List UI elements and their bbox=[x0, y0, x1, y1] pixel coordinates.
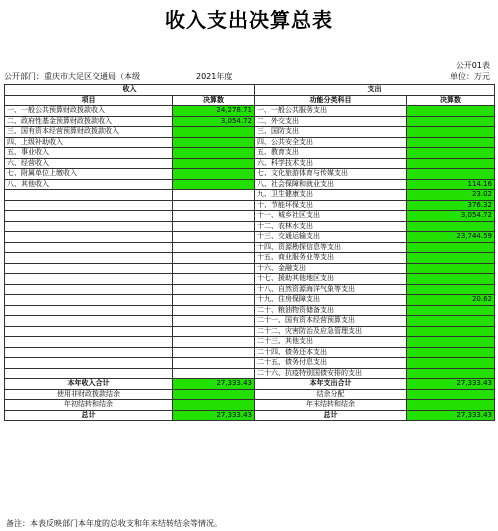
income-item: 七、附属单位上缴收入 bbox=[5, 169, 173, 180]
total-row bbox=[5, 379, 495, 390]
department-label: 公开部门：重庆市大足区交通局（本级 bbox=[4, 72, 140, 81]
table-row bbox=[5, 232, 495, 243]
income-amount bbox=[173, 211, 255, 222]
col-header-func: 功能分类科目 bbox=[255, 95, 407, 106]
expense-amount bbox=[407, 137, 495, 148]
income-expense-table bbox=[4, 84, 495, 421]
income-item bbox=[5, 305, 173, 316]
expense-amount bbox=[407, 242, 495, 253]
income-amount bbox=[173, 358, 255, 369]
expense-item: 一、一般公共服务支出 bbox=[255, 106, 407, 117]
table-row bbox=[5, 337, 495, 348]
expense-item: 十二、农林水支出 bbox=[255, 221, 407, 232]
table-row bbox=[5, 211, 495, 222]
income-amount bbox=[173, 295, 255, 306]
total-income-label: 使用非财政拨款结余 bbox=[5, 389, 173, 400]
income-amount bbox=[173, 316, 255, 327]
expense-amount: 23.02 bbox=[407, 190, 495, 201]
total-expense-label: 年末结转和结余 bbox=[255, 400, 407, 411]
income-amount bbox=[173, 221, 255, 232]
expense-amount bbox=[407, 106, 495, 117]
expense-section-header: 支出 bbox=[255, 85, 495, 96]
income-item bbox=[5, 211, 173, 222]
expense-item: 十四、资源勘探信息等支出 bbox=[255, 242, 407, 253]
section-header-row bbox=[5, 85, 495, 96]
income-item: 四、上级补助收入 bbox=[5, 137, 173, 148]
table-row bbox=[5, 221, 495, 232]
year-label: 2021年度 bbox=[196, 72, 233, 81]
table-row bbox=[5, 347, 495, 358]
table-row bbox=[5, 169, 495, 180]
expense-item: 二十五、债务付息支出 bbox=[255, 358, 407, 369]
income-item: 三、国有资本经营预算财政拨款收入 bbox=[5, 127, 173, 138]
table-row bbox=[5, 295, 495, 306]
expense-item: 五、教育支出 bbox=[255, 148, 407, 159]
table-row bbox=[5, 137, 495, 148]
table-row bbox=[5, 253, 495, 264]
income-amount bbox=[173, 179, 255, 190]
expense-amount bbox=[407, 158, 495, 169]
income-item bbox=[5, 232, 173, 243]
total-income-amount: 27,333.43 bbox=[173, 410, 255, 421]
expense-item: 八、社会保障和就业支出 bbox=[255, 179, 407, 190]
table-row bbox=[5, 305, 495, 316]
income-item bbox=[5, 221, 173, 232]
table-row bbox=[5, 116, 495, 127]
income-item bbox=[5, 295, 173, 306]
income-item bbox=[5, 284, 173, 295]
expense-item: 二十四、债务还本支出 bbox=[255, 347, 407, 358]
table-row bbox=[5, 316, 495, 327]
expense-item: 十八、自然资源海洋气象等支出 bbox=[255, 284, 407, 295]
expense-amount bbox=[407, 274, 495, 285]
expense-amount: 376.32 bbox=[407, 200, 495, 211]
total-income-amount bbox=[173, 400, 255, 411]
income-amount bbox=[173, 148, 255, 159]
expense-item: 二十二、灾害防治及应急管理支出 bbox=[255, 326, 407, 337]
table-row bbox=[5, 263, 495, 274]
income-item: 五、事业收入 bbox=[5, 148, 173, 159]
expense-amount bbox=[407, 347, 495, 358]
total-row bbox=[5, 389, 495, 400]
table-row bbox=[5, 284, 495, 295]
expense-amount bbox=[407, 368, 495, 379]
footnote: 备注：本表反映部门本年度的总收支和年末结转结余等情况。 bbox=[6, 519, 222, 528]
expense-item: 二十三、其他支出 bbox=[255, 337, 407, 348]
expense-item: 九、卫生健康支出 bbox=[255, 190, 407, 201]
total-income-amount: 27,333.43 bbox=[173, 379, 255, 390]
total-expense-amount: 27,333.43 bbox=[407, 410, 495, 421]
expense-item: 二、外交支出 bbox=[255, 116, 407, 127]
table-row bbox=[5, 148, 495, 159]
expense-amount bbox=[407, 337, 495, 348]
table-row bbox=[5, 274, 495, 285]
table-row bbox=[5, 127, 495, 138]
income-item bbox=[5, 190, 173, 201]
total-expense-amount bbox=[407, 389, 495, 400]
total-expense-label: 总计 bbox=[255, 410, 407, 421]
form-number: 公开01表 bbox=[455, 61, 490, 70]
table-row bbox=[5, 158, 495, 169]
total-expense-amount bbox=[407, 400, 495, 411]
income-amount bbox=[173, 137, 255, 148]
expense-amount bbox=[407, 305, 495, 316]
income-section-header: 收入 bbox=[5, 85, 255, 96]
income-item bbox=[5, 347, 173, 358]
income-amount bbox=[173, 200, 255, 211]
income-item: 八、其他收入 bbox=[5, 179, 173, 190]
income-amount bbox=[173, 242, 255, 253]
expense-amount bbox=[407, 127, 495, 138]
expense-amount bbox=[407, 253, 495, 264]
table-row bbox=[5, 368, 495, 379]
income-item: 六、经营收入 bbox=[5, 158, 173, 169]
expense-amount bbox=[407, 263, 495, 274]
income-amount bbox=[173, 305, 255, 316]
total-income-label: 总计 bbox=[5, 410, 173, 421]
table-row bbox=[5, 326, 495, 337]
expense-item: 十三、交通运输支出 bbox=[255, 232, 407, 243]
total-income-label: 本年收入合计 bbox=[5, 379, 173, 390]
expense-item: 二十一、国有资本经营预算支出 bbox=[255, 316, 407, 327]
income-amount bbox=[173, 158, 255, 169]
column-header-row bbox=[5, 95, 495, 106]
expense-amount bbox=[407, 221, 495, 232]
income-amount bbox=[173, 337, 255, 348]
income-item bbox=[5, 316, 173, 327]
expense-item: 二十六、抗疫特别国债安排的支出 bbox=[255, 368, 407, 379]
expense-amount bbox=[407, 284, 495, 295]
expense-item: 七、文化旅游体育与传媒支出 bbox=[255, 169, 407, 180]
total-row bbox=[5, 400, 495, 411]
total-income-label: 年初结转和结余 bbox=[5, 400, 173, 411]
income-item bbox=[5, 253, 173, 264]
table-row bbox=[5, 358, 495, 369]
expense-item: 十六、金融支出 bbox=[255, 263, 407, 274]
income-item: 二、政府性基金预算财政拨款收入 bbox=[5, 116, 173, 127]
total-income-amount bbox=[173, 389, 255, 400]
income-amount: 24,278.71 bbox=[173, 106, 255, 117]
income-amount bbox=[173, 263, 255, 274]
expense-amount bbox=[407, 148, 495, 159]
expense-amount: 23,744.59 bbox=[407, 232, 495, 243]
total-row bbox=[5, 410, 495, 421]
income-item bbox=[5, 337, 173, 348]
total-expense-label: 本年支出合计 bbox=[255, 379, 407, 390]
income-amount bbox=[173, 347, 255, 358]
expense-item: 三、国防支出 bbox=[255, 127, 407, 138]
expense-amount: 114.16 bbox=[407, 179, 495, 190]
col-header-item: 项目 bbox=[5, 95, 173, 106]
table-row bbox=[5, 242, 495, 253]
expense-item: 十九、住房保障支出 bbox=[255, 295, 407, 306]
expense-amount bbox=[407, 169, 495, 180]
unit-label: 单位：万元 bbox=[450, 72, 490, 81]
expense-item: 二十、粮油物资储备支出 bbox=[255, 305, 407, 316]
income-item bbox=[5, 326, 173, 337]
income-item bbox=[5, 274, 173, 285]
expense-item: 十五、商业服务业等支出 bbox=[255, 253, 407, 264]
table-row bbox=[5, 179, 495, 190]
income-amount bbox=[173, 190, 255, 201]
income-amount bbox=[173, 232, 255, 243]
income-item bbox=[5, 242, 173, 253]
expense-item: 十七、援助其他地区支出 bbox=[255, 274, 407, 285]
income-amount bbox=[173, 127, 255, 138]
expense-amount bbox=[407, 358, 495, 369]
expense-item: 六、科学技术支出 bbox=[255, 158, 407, 169]
expense-amount bbox=[407, 316, 495, 327]
col-header-amount: 决算数 bbox=[173, 95, 255, 106]
expense-amount: 3,054.72 bbox=[407, 211, 495, 222]
expense-amount: 20.62 bbox=[407, 295, 495, 306]
expense-item: 四、公共安全支出 bbox=[255, 137, 407, 148]
income-amount bbox=[173, 368, 255, 379]
income-amount: 3,054.72 bbox=[173, 116, 255, 127]
income-amount bbox=[173, 274, 255, 285]
table-row bbox=[5, 190, 495, 201]
total-expense-label: 结余分配 bbox=[255, 389, 407, 400]
income-item bbox=[5, 368, 173, 379]
income-item: 一、一般公共预算财政拨款收入 bbox=[5, 106, 173, 117]
income-item bbox=[5, 263, 173, 274]
income-item bbox=[5, 200, 173, 211]
income-amount bbox=[173, 284, 255, 295]
expense-item: 十、节能环保支出 bbox=[255, 200, 407, 211]
page-title: 收入支出决算总表 bbox=[165, 8, 333, 32]
income-amount bbox=[173, 326, 255, 337]
col-header-amount2: 决算数 bbox=[407, 95, 495, 106]
income-amount bbox=[173, 169, 255, 180]
income-amount bbox=[173, 253, 255, 264]
expense-amount bbox=[407, 326, 495, 337]
total-expense-amount: 27,333.43 bbox=[407, 379, 495, 390]
table-row bbox=[5, 200, 495, 211]
expense-item: 十一、城乡社区支出 bbox=[255, 211, 407, 222]
expense-amount bbox=[407, 116, 495, 127]
table-row bbox=[5, 106, 495, 117]
income-item bbox=[5, 358, 173, 369]
